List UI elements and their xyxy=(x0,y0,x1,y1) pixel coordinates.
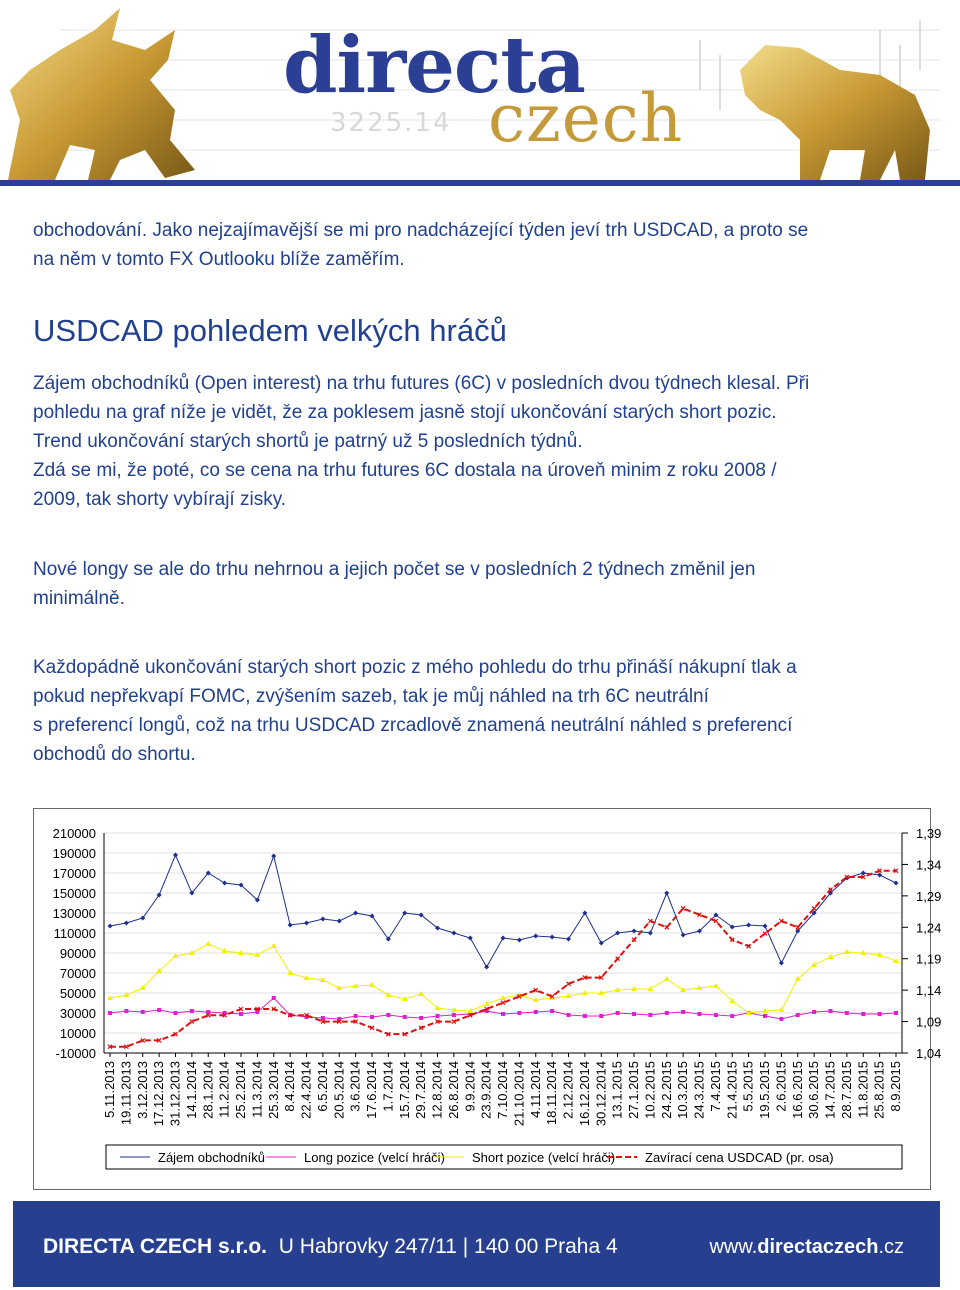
series-point xyxy=(108,1011,112,1015)
paragraph-1-line-3: Trend ukončování starých shortů je patrný už 5 posledních týdnů. xyxy=(33,431,583,452)
x-tick-label: 5.11.2013 xyxy=(102,1061,117,1118)
series-point xyxy=(288,923,293,928)
footer-company-address xyxy=(43,1235,618,1259)
x-tick-label: 1.7.2014 xyxy=(380,1061,396,1112)
series-point xyxy=(829,1009,833,1013)
series-point xyxy=(714,1013,718,1017)
page-footer xyxy=(13,1201,940,1287)
series-point xyxy=(746,923,751,928)
series-point xyxy=(648,931,653,936)
x-tick-label: 14.1.2014 xyxy=(183,1061,199,1119)
x-tick-label: 11.3.2014 xyxy=(249,1061,265,1118)
series-point xyxy=(337,919,342,924)
series-point xyxy=(713,983,719,988)
paragraph-3 xyxy=(33,653,933,769)
intro-paragraph xyxy=(33,216,933,274)
series-point xyxy=(861,1012,865,1016)
series-point xyxy=(141,1010,145,1014)
series-point xyxy=(517,1011,521,1015)
x-tick-label: 25.8.2015 xyxy=(871,1061,887,1119)
series-point xyxy=(779,961,784,966)
footer-company: DIRECTA CZECH s.r.o. xyxy=(43,1235,268,1258)
series-point xyxy=(779,1017,783,1021)
x-tick-label: 24.3.2015 xyxy=(691,1061,707,1119)
y-right-tick-label: 1,09 xyxy=(916,1014,942,1030)
series-point xyxy=(812,1010,816,1014)
series-point xyxy=(517,938,522,943)
series-point xyxy=(501,1012,505,1016)
series-point xyxy=(844,949,850,954)
chart-frame xyxy=(33,808,942,1190)
x-tick-label: 4.11.2014 xyxy=(527,1061,543,1118)
series-point xyxy=(894,1011,898,1015)
series-point xyxy=(583,1014,587,1018)
series-point xyxy=(501,936,506,941)
x-tick-label: 3.6.2014 xyxy=(347,1061,363,1112)
x-tick-label: 30.6.2015 xyxy=(806,1061,822,1119)
series-point xyxy=(533,934,538,939)
paragraph-1-line-4: Zdá se mi, že poté, co se cena na trhu futures 6C dostala na úroveň minim z roku 2008 / xyxy=(33,460,777,481)
y-left-tick-label: -10000 xyxy=(55,1046,96,1061)
legend-label: Short pozice (velcí hráči) xyxy=(472,1150,616,1165)
series-point xyxy=(664,891,669,896)
x-tick-label: 17.12.2013 xyxy=(151,1061,167,1127)
x-tick-label: 25.2.2014 xyxy=(233,1061,248,1119)
series-point xyxy=(124,1009,128,1013)
series-point xyxy=(190,1020,194,1024)
paragraph-1 xyxy=(33,369,933,514)
series-point xyxy=(845,1011,849,1015)
legend-label: Long pozice (velcí hráči) xyxy=(304,1150,445,1165)
x-tick-label: 7.10.2014 xyxy=(495,1061,510,1119)
footer-website-link[interactable] xyxy=(709,1236,904,1259)
footer-address: U Habrovky 247/11 | 140 00 Praha 4 xyxy=(278,1235,618,1258)
footer-url-prefix: www. xyxy=(709,1236,758,1258)
series-point xyxy=(698,1012,702,1016)
series-point xyxy=(534,1010,538,1014)
x-tick-label: 19.5.2015 xyxy=(757,1061,772,1119)
paragraph-3-line-1: Každopádně ukončování starých short pozic z mého pohledu do trhu přináší nákupní tlak a xyxy=(33,657,797,678)
x-tick-label: 16.6.2015 xyxy=(789,1061,805,1119)
series-point xyxy=(632,1012,636,1016)
x-tick-label: 12.8.2014 xyxy=(429,1061,445,1119)
legend-label: Zájem obchodníků xyxy=(158,1150,265,1165)
legend-label: Zavírací cena USDCAD (pr. osa) xyxy=(645,1150,834,1165)
header-watermark: 3225.14 xyxy=(330,108,452,138)
x-tick-label: 23.9.2014 xyxy=(478,1061,494,1119)
series-point xyxy=(616,1011,620,1015)
y-left-tick-label: 50000 xyxy=(59,986,96,1001)
x-tick-label: 3.12.2013 xyxy=(134,1061,150,1119)
series-point xyxy=(386,1013,390,1017)
intro-line-2: na něm v tomto FX Outlooku blíže zaměřím. xyxy=(33,249,405,270)
x-tick-label: 10.3.2015 xyxy=(675,1061,691,1119)
paragraph-3-line-2: pokud nepřekvapí FOMC, zvýšením sazeb, tak je můj náhled na trh 6C neutrální xyxy=(33,686,709,707)
y-left-tick-label: 110000 xyxy=(53,926,96,941)
series-point xyxy=(681,1010,685,1014)
series-point xyxy=(615,931,620,936)
x-tick-label: 25.3.2014 xyxy=(265,1061,281,1119)
y-left-tick-label: 10000 xyxy=(59,1026,96,1041)
x-tick-label: 2.12.2014 xyxy=(560,1061,576,1119)
x-tick-label: 30.12.2014 xyxy=(593,1061,609,1127)
x-tick-label: 26.8.2014 xyxy=(445,1061,461,1119)
series-point xyxy=(222,881,227,886)
series-point xyxy=(157,1008,161,1012)
y-right-tick-label: 1,19 xyxy=(916,951,942,967)
series-point xyxy=(451,931,456,936)
x-tick-label: 20.5.2014 xyxy=(331,1061,347,1119)
series-point xyxy=(239,1012,243,1016)
series-point xyxy=(419,1016,423,1020)
x-tick-label: 22.4.2014 xyxy=(298,1061,314,1119)
series-point xyxy=(501,1001,505,1005)
series-point xyxy=(894,881,899,886)
x-tick-label: 10.2.2015 xyxy=(642,1061,658,1119)
series-point xyxy=(599,1014,603,1018)
y-left-tick-label: 190000 xyxy=(52,846,96,861)
x-tick-label: 29.7.2014 xyxy=(413,1061,429,1119)
series-point xyxy=(599,941,604,946)
series-point xyxy=(304,921,309,926)
x-tick-label: 13.1.2015 xyxy=(609,1061,625,1119)
series-point xyxy=(190,1009,194,1013)
series-point xyxy=(763,924,768,929)
series-point xyxy=(174,1011,178,1015)
open-interest-chart xyxy=(34,809,942,1189)
paragraph-2-line-1: Nové longy se ale do trhu nehrnou a jejich počet se v posledních 2 týdnech změnil jen xyxy=(33,559,756,580)
x-tick-label: 24.2.2015 xyxy=(658,1061,674,1119)
footer-url-suffix: .cz xyxy=(878,1236,904,1258)
x-tick-label: 11.2.2014 xyxy=(216,1061,232,1118)
y-left-tick-label: 70000 xyxy=(59,966,96,981)
series-point xyxy=(730,1014,734,1018)
y-left-tick-label: 90000 xyxy=(59,946,96,961)
series-point xyxy=(484,965,489,970)
x-tick-label: 21.4.2015 xyxy=(724,1061,740,1119)
series-point xyxy=(763,1014,767,1018)
x-tick-label: 17.6.2014 xyxy=(364,1061,379,1119)
x-tick-label: 27.1.2015 xyxy=(626,1061,641,1119)
series-point xyxy=(402,911,407,916)
x-tick-label: 14.7.2015 xyxy=(822,1061,838,1119)
x-tick-label: 19.11.2013 xyxy=(118,1061,134,1126)
paragraph-2 xyxy=(33,555,933,613)
page-header xyxy=(0,0,960,190)
y-right-tick-label: 1,14 xyxy=(916,983,942,999)
series-point xyxy=(370,1015,374,1019)
series-point xyxy=(272,996,276,1000)
series-point xyxy=(878,1012,882,1016)
x-tick-label: 28.7.2015 xyxy=(838,1061,854,1119)
series-point xyxy=(550,1009,554,1013)
section-title: USDCAD pohledem velkých hráčů xyxy=(33,313,507,348)
paragraph-1-line-1: Zájem obchodníků (Open interest) na trhu futures (6C) v posledních dvou týdnech klesal. Při xyxy=(33,373,810,394)
x-tick-label: 11.8.2015 xyxy=(855,1061,871,1118)
y-right-tick-label: 1,04 xyxy=(916,1046,942,1061)
paragraph-3-line-4: obchodů do shortu. xyxy=(33,744,196,765)
series-point xyxy=(452,1013,456,1017)
y-left-tick-label: 210000 xyxy=(52,826,96,841)
series-point xyxy=(271,943,277,948)
y-left-tick-label: 130000 xyxy=(52,906,96,921)
series-point xyxy=(664,976,670,981)
series-point xyxy=(205,941,211,946)
paragraph-1-line-2: pohledu na graf níže je vidět, že za poklesem jasně stojí ukončování starých short pozic. xyxy=(33,402,777,423)
series-point xyxy=(567,1013,571,1017)
y-right-tick-label: 1,24 xyxy=(916,920,942,936)
series-point xyxy=(778,1007,784,1012)
paragraph-1-line-5: 2009, tak shorty vybírají zisky. xyxy=(33,489,287,510)
x-tick-label: 8.4.2014 xyxy=(282,1061,298,1112)
x-tick-label: 8.9.2015 xyxy=(888,1061,903,1112)
series-point xyxy=(648,1013,652,1017)
series-point xyxy=(353,911,358,916)
series-point xyxy=(796,1013,800,1017)
series-point xyxy=(566,937,571,942)
paragraph-2-line-2: minimálně. xyxy=(33,588,125,609)
series-line xyxy=(110,871,896,1047)
series-line xyxy=(110,855,896,967)
x-tick-label: 6.5.2014 xyxy=(314,1061,330,1112)
series-point xyxy=(124,921,129,926)
y-left-tick-label: 30000 xyxy=(59,1006,96,1021)
paragraph-3-line-3: s preferencí longů, což na trhu USDCAD zrcadlově znamená neutrální náhled s preferencí xyxy=(33,715,793,736)
x-tick-label: 18.11.2014 xyxy=(544,1061,560,1126)
series-point xyxy=(436,1014,440,1018)
x-tick-label: 28.1.2014 xyxy=(200,1061,216,1119)
series-point xyxy=(271,854,276,859)
y-left-tick-label: 150000 xyxy=(52,886,96,901)
intro-line-1: obchodování. Jako nejzajímavější se mi pro nadcházející týden jeví trh USDCAD, a proto se xyxy=(33,220,809,241)
series-point xyxy=(582,911,587,916)
series-point xyxy=(665,1011,669,1015)
series-point xyxy=(550,935,555,940)
x-tick-label: 5.5.2015 xyxy=(740,1061,756,1112)
brand-logo-top: directa xyxy=(283,20,585,111)
x-tick-label: 2.6.2015 xyxy=(773,1061,789,1112)
y-right-tick-label: 1,39 xyxy=(916,826,942,841)
y-right-tick-label: 1,29 xyxy=(916,888,942,904)
y-right-tick-label: 1,34 xyxy=(916,857,942,873)
x-tick-label: 7.4.2015 xyxy=(707,1061,723,1112)
x-tick-label: 9.9.2014 xyxy=(462,1061,478,1112)
y-left-tick-label: 170000 xyxy=(52,866,96,881)
series-point xyxy=(369,982,375,987)
brand-logo-bottom: czech xyxy=(488,80,684,157)
x-tick-label: 21.10.2014 xyxy=(511,1061,527,1127)
x-tick-label: 15.7.2014 xyxy=(396,1061,412,1119)
series-point xyxy=(403,1015,407,1019)
series-point xyxy=(108,924,113,929)
series-point xyxy=(354,1014,358,1018)
series-point xyxy=(320,917,325,922)
series-point xyxy=(468,936,473,941)
x-tick-label: 16.12.2014 xyxy=(576,1061,592,1127)
footer-url-bold: directaczech xyxy=(757,1236,879,1258)
x-tick-label: 31.12.2013 xyxy=(167,1061,183,1127)
